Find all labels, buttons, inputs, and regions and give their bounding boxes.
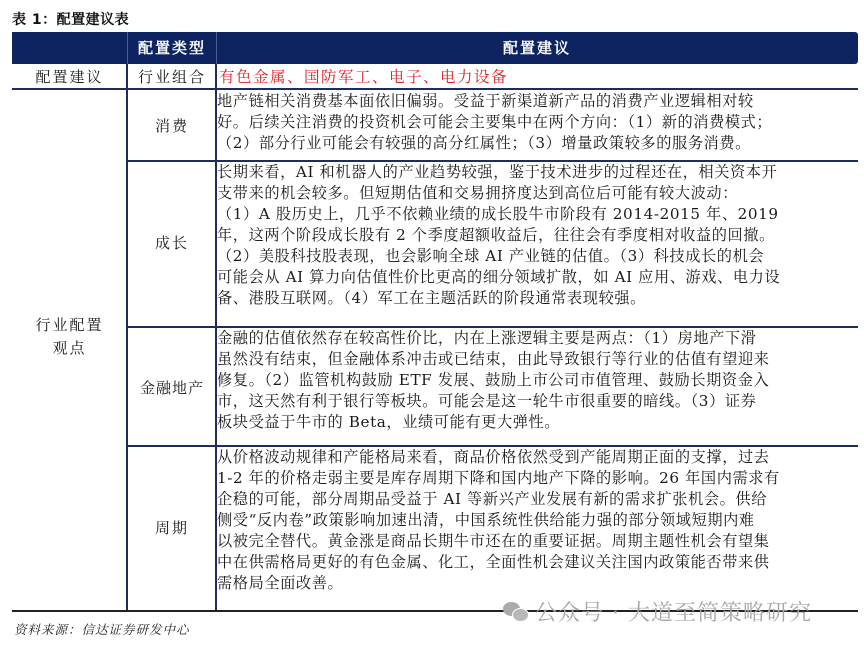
cyclical-text (217, 447, 857, 594)
watermark (503, 596, 812, 627)
text-line: 支带来的机会较多。但短期估值和交易拥挤度达到高位后可能有较大波动： (217, 184, 738, 202)
text-line: 以被完全替代。黄金涨是商品长期牛市还在的重要证据。周期主题性机会有望集 (217, 532, 770, 550)
text-line: 虽然没有结束，但金融体系冲击或已结束，由此导致银行等行业的估值有望迎来 (217, 350, 770, 368)
industry-view-category-line1: 行业配置 (35, 316, 104, 334)
text-line: 备、港股互联网。（4）军工在主题活跃的阶段通常表现较强。 (217, 289, 646, 307)
type-finance-real-estate: 金融地产 (139, 379, 204, 397)
text-line: 地产链相关消费基本面依旧偏弱。受益于新渠道新产品的消费产业逻辑相对较 (217, 92, 754, 110)
consumption-text (217, 91, 857, 154)
text-line: 中在供需格局更好的有色金属、化工，全面性机会建议关注国内政策能否带来供 (217, 553, 770, 571)
source-note: 资料来源：信达证券研发中心 (14, 622, 190, 637)
industry-view-category (12, 314, 127, 360)
text-line: 市，这天然有利于银行等板块。可能会是这一轮牛市很重要的暗线。（3）证券 (217, 392, 757, 410)
text-line: 好。后续关注消费的投资机会可能会主要集中在两个方向：（1）新的消费模式； (217, 113, 773, 131)
text-line: 金融的估值依然存在较高性价比，内在上涨逻辑主要是两点：（1）房地产下滑 (217, 329, 757, 347)
text-line: 1-2 年的价格走弱主要是库存周期下降和国内地产下降的影响。26 年国内需求有 (217, 469, 780, 487)
watermark-text: 公众号 · 大道至简策略研究 (535, 601, 812, 626)
text-line: 板块受益于牛市的 Beta，业绩可能有更大弹性。 (217, 413, 561, 431)
text-line: （2）部分行业可能会有较强的高分红属性；（3）增量政策较多的服务消费。 (217, 134, 751, 152)
industry-view-category-line2: 观点 (52, 339, 87, 357)
text-line: 可能会从 AI 算力向估值性价比更高的细分领域扩散，如 AI 应用、游戏、电力设 (217, 268, 781, 286)
text-line: 年，这两个阶段成长股有 2 个季度超额收益后，往往会有季度相对收益的回撤。 (217, 226, 775, 244)
text-line: 从价格波动规律和产能格局来看，商品价格依然受到产能周期正面的支撑，过去 (217, 448, 770, 466)
text-line: 企稳的可能，部分周期品受益于 AI 等新兴产业发展有新的需求扩张机会。供给 (217, 490, 768, 508)
table-title: 表 1：配置建议表 (12, 12, 130, 28)
text-line: 侧受“反内卷”政策影响加速出清，中国系统性供给能力强的部分领域短期内难 (217, 511, 755, 529)
text-line: 长期来看，AI 和机器人的产业趋势较强，鉴于技术进步的过程还在，相关资本开 (217, 163, 778, 181)
type-cyclical: 周期 (154, 519, 189, 537)
text-line: （1）A 股历史上，几乎不依赖业绩的成长股牛市阶段有 2014-2015 年、2019 (217, 205, 779, 223)
divider (12, 88, 858, 90)
table-header (12, 32, 858, 64)
wechat-icon (503, 602, 529, 622)
finance-text (217, 328, 857, 433)
allocation-category: 配置建议 (35, 68, 104, 86)
type-growth: 成长 (154, 234, 189, 252)
growth-text (217, 162, 857, 309)
text-line: （2）美股科技股表现，也会影响全球 AI 产业链的估值。（3）科技成长的机会 (217, 247, 765, 265)
allocation-suggestion: 有色金属、国防军工、电子、电力设备 (219, 68, 509, 86)
allocation-type: 行业组合 (137, 68, 206, 86)
header-allocation-suggestion: 配置建议 (502, 39, 571, 57)
header-allocation-type: 配置类型 (127, 32, 217, 64)
type-consumption: 消费 (154, 117, 189, 135)
text-line: 需格局全面改善。 (217, 574, 344, 592)
text-line: 修复。（2）监管机构鼓励 ETF 发展、鼓励上市公司市值管理、鼓励长期资金入 (217, 371, 770, 389)
